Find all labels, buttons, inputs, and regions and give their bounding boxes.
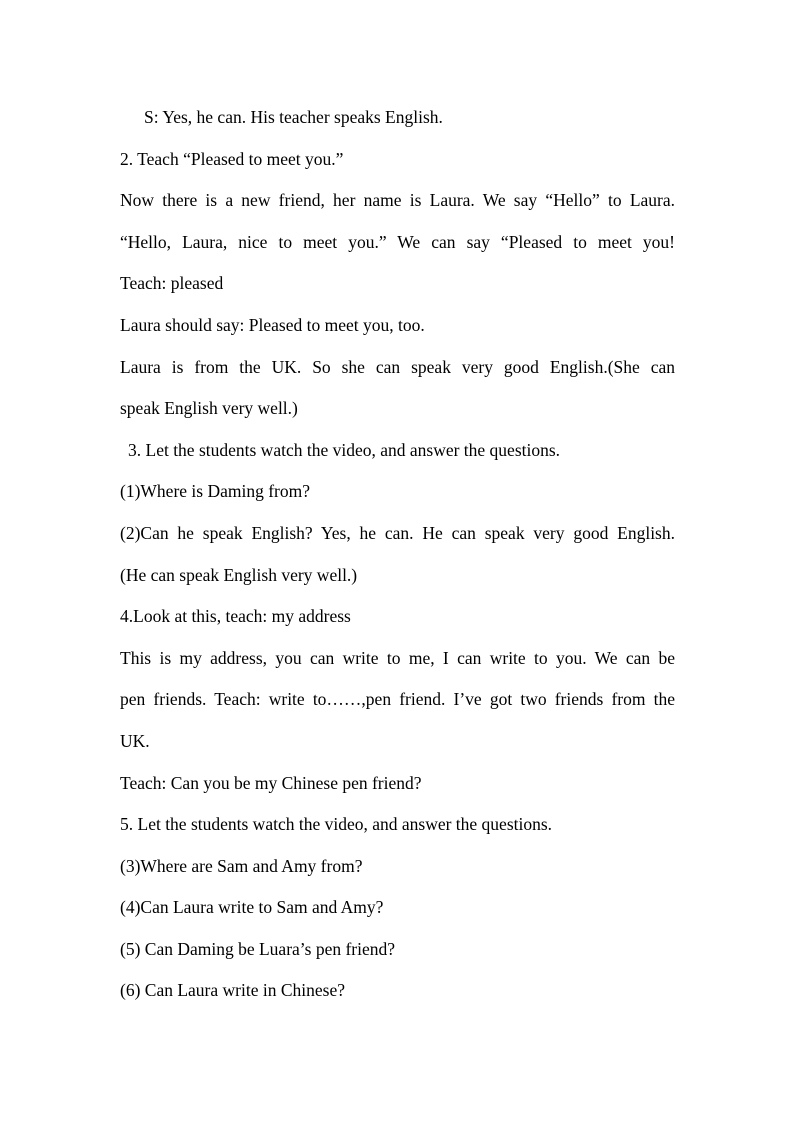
text-line: “Hello, Laura, nice to meet you.” We can say “Pleased to meet you! [120, 231, 675, 252]
text-line: 2. Teach “Pleased to meet you.” [120, 148, 344, 169]
text-line: 3. Let the students watch the video, and answer the questions. [128, 439, 561, 460]
text-line: 4.Look at this, teach: my address [120, 606, 351, 627]
text-line: Laura should say: Pleased to meet you, too. [120, 314, 425, 335]
text-line: This is my address, you can write to me, I can write to you. We can be [120, 647, 675, 668]
text-line: (He can speak English very well.) [120, 564, 358, 585]
text-line: (3)Where are Sam and Amy from? [120, 855, 363, 876]
text-line: Laura is from the UK. So she can speak very good English.(She can [120, 356, 675, 377]
text-line: (2)Can he speak English? Yes, he can. He can speak very good English. [120, 522, 675, 543]
text-line: (5) Can Daming be Luara’s pen friend? [120, 938, 396, 959]
text-line: speak English very well.) [120, 398, 298, 419]
text-line: (1)Where is Daming from? [120, 481, 310, 502]
text-line: S: Yes, he can. His teacher speaks English. [144, 107, 443, 127]
text-line: (6) Can Laura write in Chinese? [120, 980, 345, 1001]
document-body [120, 97, 675, 1012]
text-line: Now there is a new friend, her name is Laura. We say “Hello” to Laura. [120, 190, 675, 211]
text-line: Teach: Can you be my Chinese pen friend? [120, 772, 422, 793]
text-line: UK. [120, 730, 150, 751]
text-line: (4)Can Laura write to Sam and Amy? [120, 897, 384, 918]
text-line: Teach: pleased [120, 273, 224, 294]
text-line: 5. Let the students watch the video, and answer the questions. [120, 814, 553, 835]
text-line: pen friends. Teach: write to……,pen friend. I’ve got two friends from the [120, 689, 675, 710]
